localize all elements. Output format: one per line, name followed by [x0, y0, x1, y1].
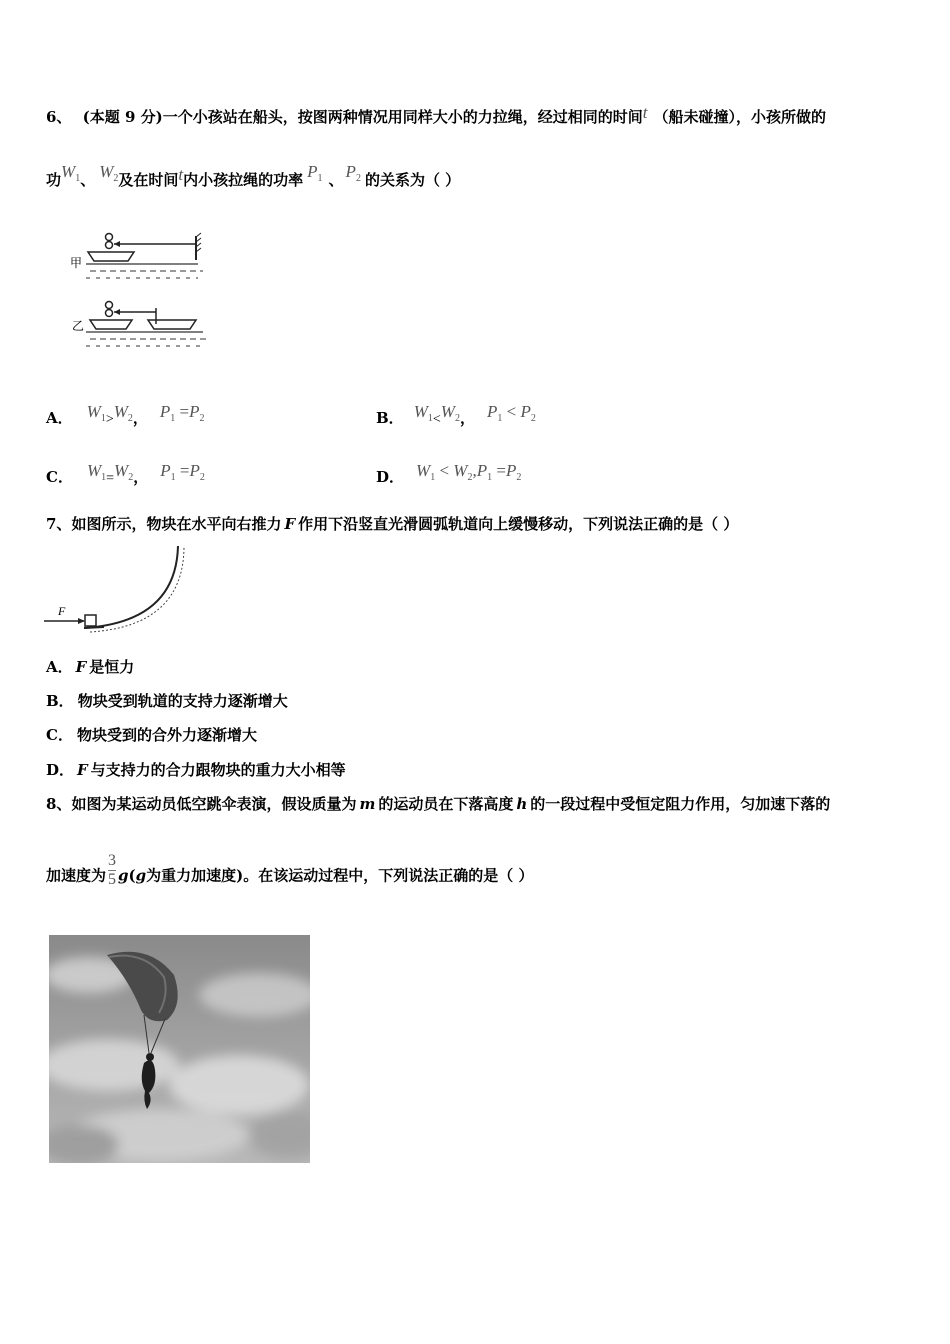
- q7-option-a[interactable]: A． F 是恒力: [46, 658, 135, 676]
- fig-force-label: F: [58, 604, 66, 618]
- q6-sep2: 、: [328, 171, 344, 189]
- q7-number: 7、: [46, 515, 72, 533]
- q7-arc-figure: [44, 544, 186, 634]
- q8-line2: 加速度为 $\frac{3}{5}$ g(g为重力加速度)。在该运动过程中，下列说法正确的是（ ）: [46, 852, 534, 888]
- q6-paren: （船未碰撞），小孩所做的: [653, 108, 827, 126]
- q6-sep1: 、: [80, 171, 96, 189]
- paraglider-photo: [49, 935, 310, 1163]
- fig-label-yi: 乙: [72, 319, 85, 333]
- q7-option-d[interactable]: D． F 与支持力的合力跟物块的重力大小相等: [46, 761, 346, 779]
- boat-yi-2: [148, 320, 196, 329]
- q6-P2: $P_2$: [345, 162, 361, 184]
- q6-text2c: 内小孩拉绳的功率: [183, 171, 304, 189]
- q6-var-t2: t: [178, 165, 184, 184]
- q6-number: 6、: [46, 108, 72, 126]
- q6-score: (本题 9 分): [82, 108, 163, 126]
- q6-option-c[interactable]: C． $W_1=W_2$， $P_1 =P_2$: [46, 461, 205, 486]
- q7-stem: 7、如图所示，物块在水平向右推力 F 作用下沿竖直光滑圆弧轨道向上缓慢移动，下列说法正确的是（ ）: [46, 515, 739, 533]
- q7-option-b[interactable]: B． 物块受到轨道的支持力逐渐增大: [46, 692, 288, 710]
- fraction-3-5: $\frac{3}{5}$: [108, 852, 117, 888]
- q6-line2: [46, 162, 460, 190]
- q6-W1: $W_1$: [61, 162, 81, 184]
- child-head-icon: [106, 234, 113, 241]
- q6-W2: $W_2$: [99, 162, 119, 184]
- boat-jia: [88, 252, 134, 261]
- q6-boat-figure: [68, 228, 218, 353]
- q6-option-a[interactable]: A． $W_1>W_2$， $P_1 =P_2$: [46, 402, 205, 427]
- q6-P1: $P_1$: [307, 162, 323, 184]
- arc-track: [84, 546, 178, 628]
- q8-line1: 8、如图为某运动员低空跳伞表演，假设质量为 m 的运动员在下落高度 h 的一段过程中受恒定阻力作用，匀加速下落的: [46, 795, 831, 813]
- boat-yi-1: [90, 320, 132, 329]
- q7-option-c[interactable]: C． 物块受到的合外力逐渐增大: [46, 726, 257, 744]
- fig-label-jia: 甲: [70, 256, 83, 270]
- q6-option-d[interactable]: D． $W_1 < W_2,P_1 =P_2$: [376, 461, 522, 486]
- q6-var-t: t: [642, 103, 648, 122]
- q6-text: 一个小孩站在船头，按图两种情况用同样大小的力拉绳，经过相同的时间: [162, 108, 643, 126]
- block: [85, 615, 96, 626]
- q6-option-b[interactable]: B． $W_1<W_2$， $P_1 < P_2$: [376, 402, 536, 427]
- q6-line1: [46, 103, 826, 127]
- child-body-icon: [106, 242, 113, 249]
- q8-number: 8、: [46, 795, 72, 813]
- q6-text2d: 的关系为（ ）: [364, 171, 461, 189]
- q6-gong: 功: [46, 171, 62, 189]
- q6-text2b: 及在时间: [118, 171, 179, 189]
